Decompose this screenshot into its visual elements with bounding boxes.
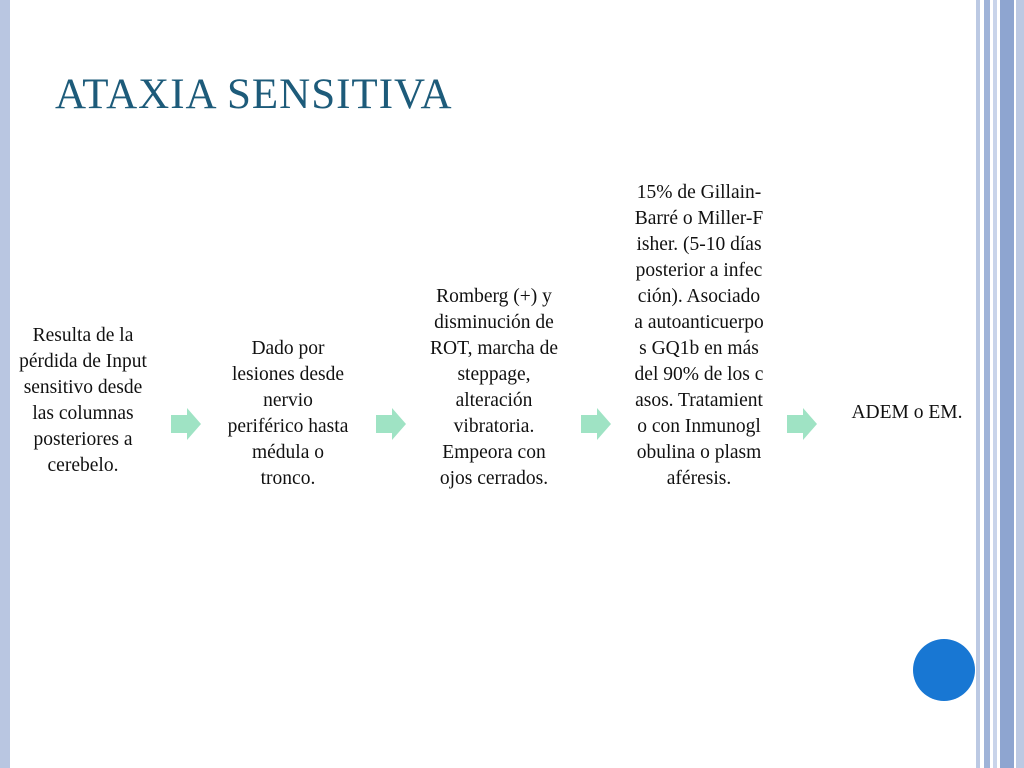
flow-node-5: ADEM o EM. (851, 402, 963, 423)
right-arrow-icon (579, 407, 613, 441)
right-bar-4 (1000, 0, 1014, 768)
right-bar-2 (984, 0, 990, 768)
right-decorative-bars (976, 0, 1024, 768)
flow-node-4: 15% de Gillain-Barré o Miller-Fisher. (5-10 días posterior a infección). Asociado a autoanticuerpos GQ1b en más del 90% de los casos. Tratamiento con Inmunoglobulina o plasmaféresis. (634, 182, 764, 489)
right-arrow-icon (374, 407, 408, 441)
left-decorative-bar (0, 0, 10, 768)
accent-circle (913, 639, 975, 701)
right-bar-5 (1016, 0, 1024, 768)
right-arrow-icon (169, 407, 203, 441)
right-bar-3 (993, 0, 997, 768)
flow-node-3: Romberg (+) y disminución de ROT, marcha de steppage, alteración vibratoria. Empeora con ojos cerrados. (430, 286, 558, 489)
right-bar-1 (976, 0, 980, 768)
right-arrow-icon (785, 407, 819, 441)
flow-node-2: Dado por lesiones desde nervio periférico hasta médula o tronco. (227, 338, 349, 489)
slide-title: ATAXIA SENSITIVA (55, 71, 453, 118)
flow-node-1: Resulta de la pérdida de Input sensitivo desde las columnas posteriores a cerebelo. (19, 325, 147, 476)
